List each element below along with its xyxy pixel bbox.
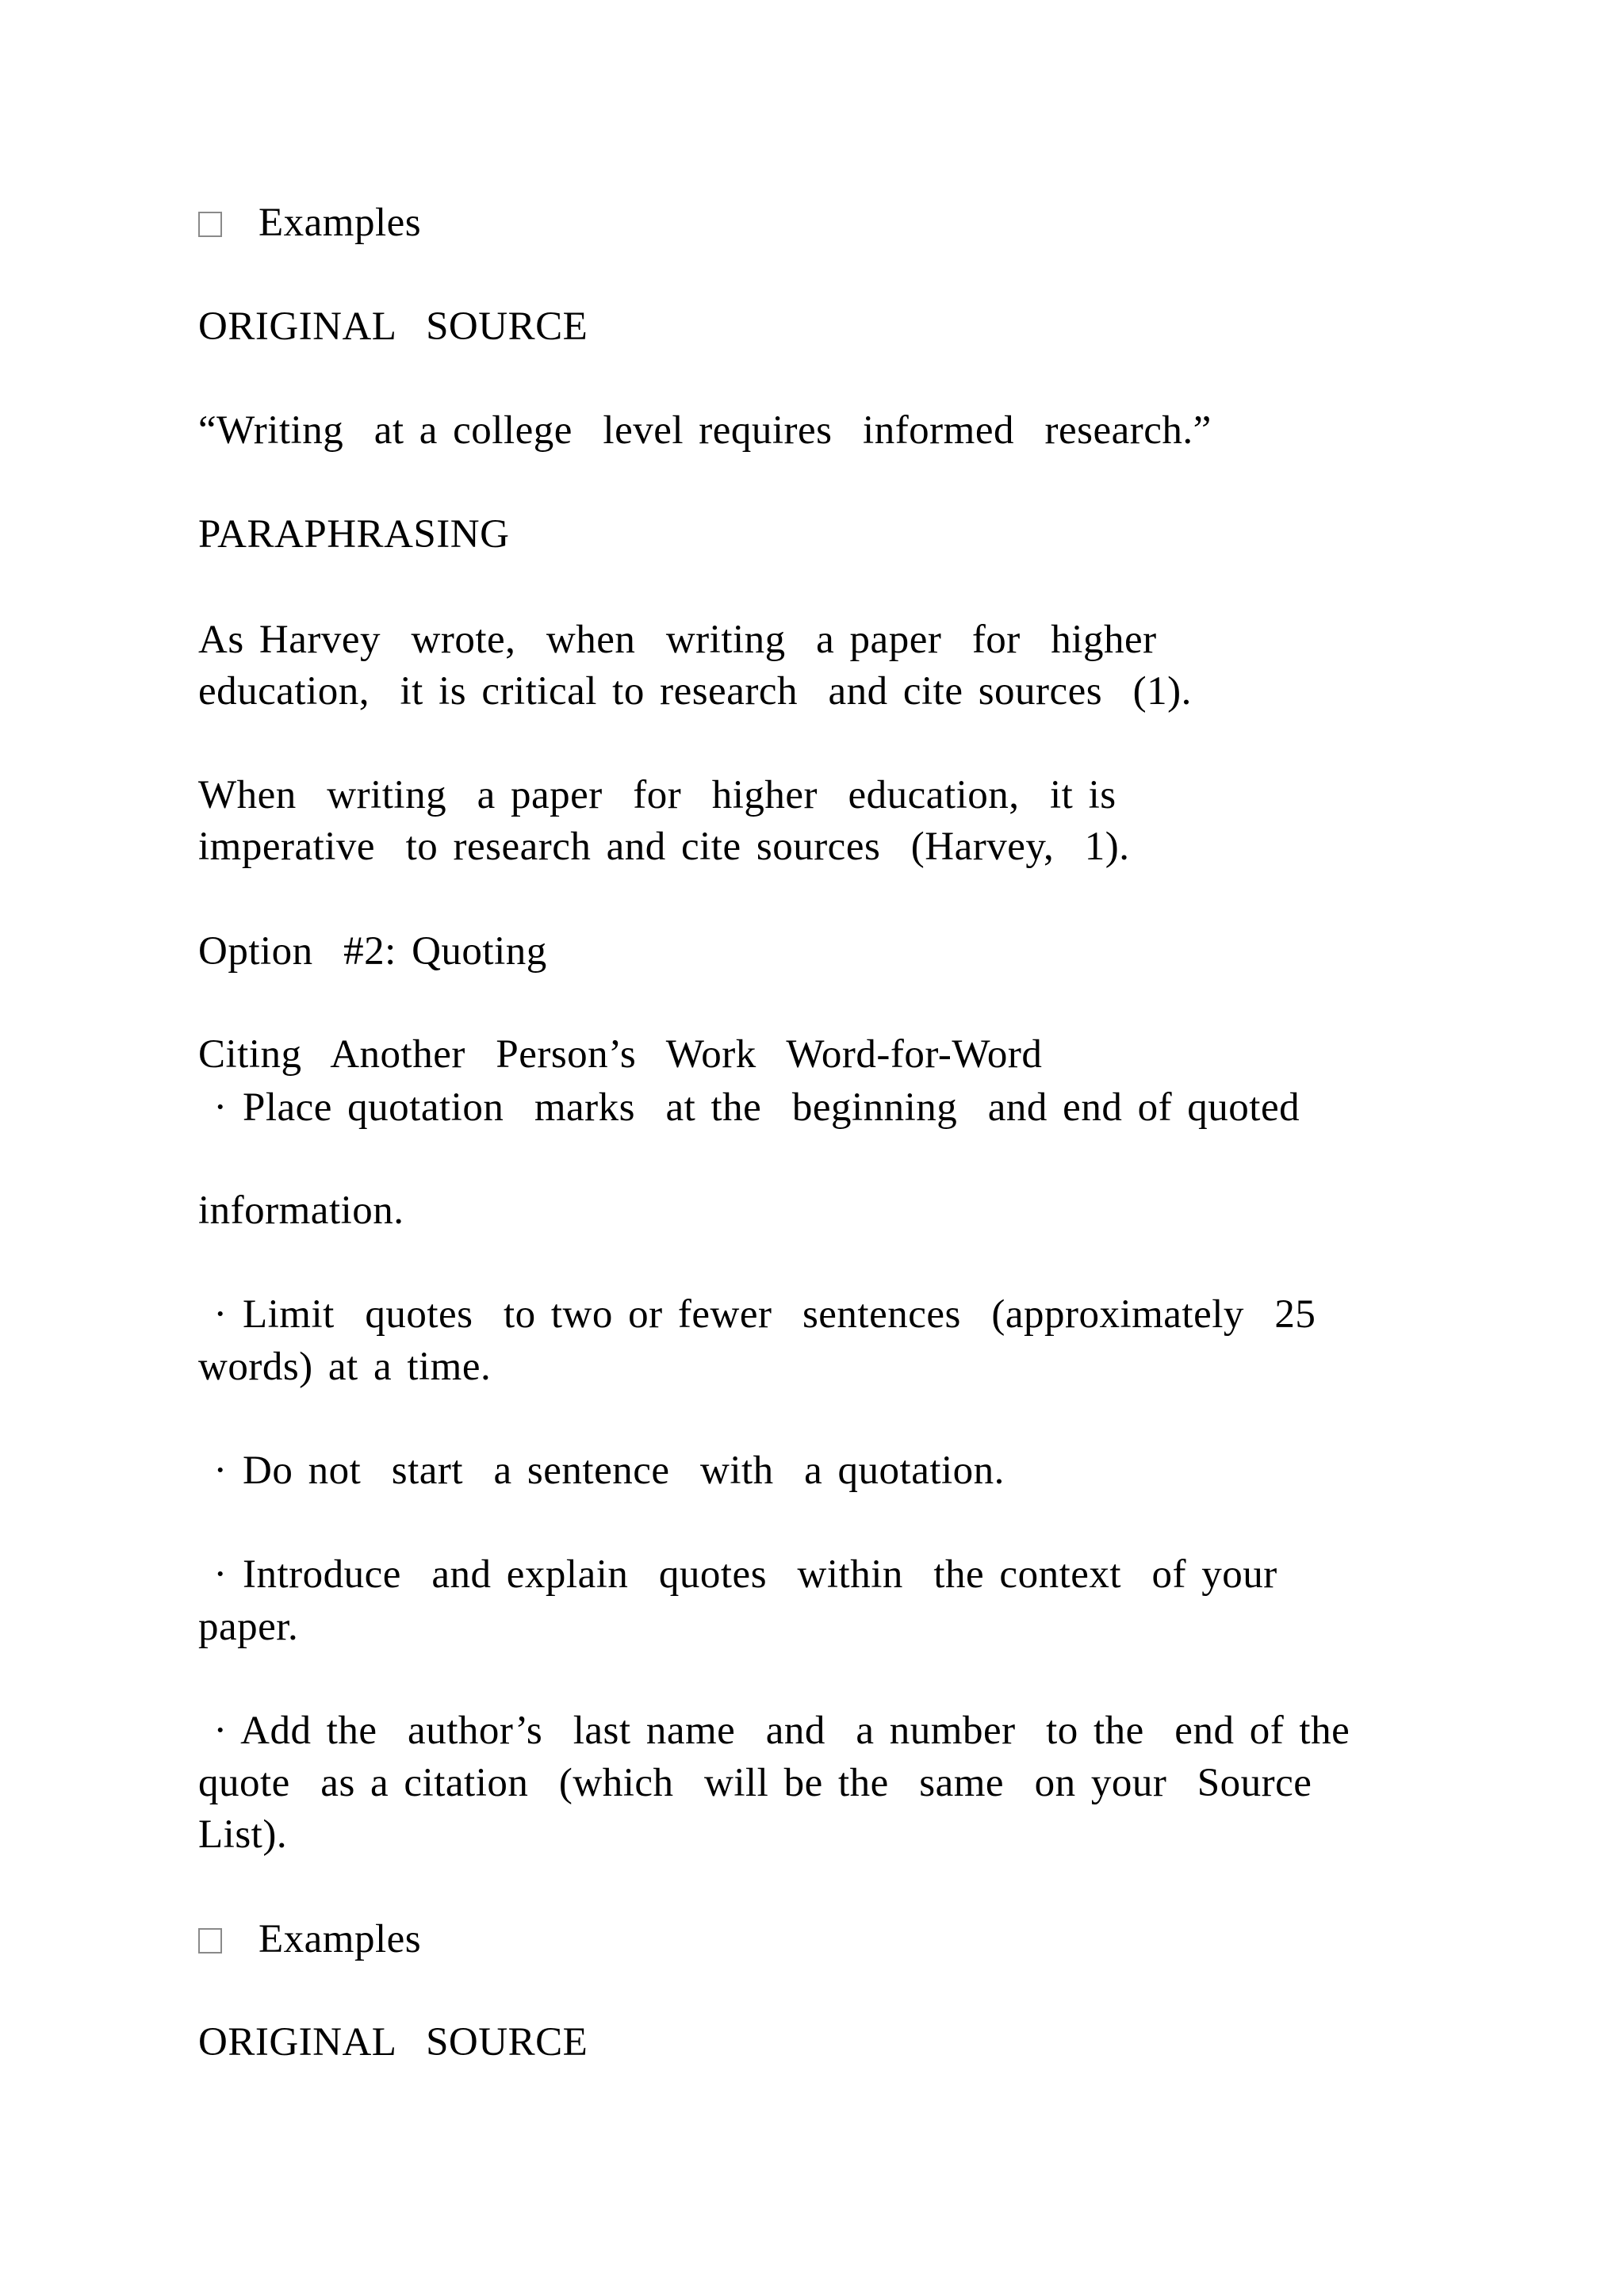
citing-heading: Citing Another Person’s Work Word-for-Word (198, 1032, 1043, 1077)
paraphrase-example-2-line-2: imperative to research and cite sources (Harvey, 1). (198, 825, 1130, 869)
bullet-quotation-marks: · Place quotation marks at the beginning and end of quoted (198, 1085, 1300, 1130)
paraphrase-example-1-line-1: As Harvey wrote, when writing a paper for higher (198, 618, 1157, 662)
bullet-add-author-continued-1: quote as a citation (which will be the same on your Source (198, 1761, 1312, 1805)
bullet-add-author: · Add the author’s last name and a number to the end of the (198, 1709, 1350, 1753)
bullet-limit-quotes: · Limit quotes to two or fewer sentences (approximately 25 (198, 1292, 1316, 1337)
paraphrase-example-1-line-2: education, it is critical to research and cite sources (1). (198, 669, 1192, 714)
paraphrasing-heading: PARAPHRASING (198, 512, 510, 557)
examples-label: Examples (259, 201, 422, 245)
bullet-add-author-continued-2: List). (198, 1812, 288, 1857)
original-source-heading: ORIGINAL SOURCE (198, 304, 588, 349)
original-source-heading-2: ORIGINAL SOURCE (198, 2020, 588, 2064)
bullet-introduce-explain-continued: paper. (198, 1605, 299, 1649)
bullet-limit-quotes-continued: words) at a time. (198, 1345, 492, 1389)
examples-heading (198, 197, 421, 249)
square-box-icon (198, 1928, 222, 1954)
bullet-introduce-explain: · Introduce and explain quotes within the context of your (198, 1552, 1277, 1597)
bullet-quotation-marks-continued: information. (198, 1188, 404, 1233)
original-quote: “Writing at a college level requires informed research.” (198, 408, 1212, 453)
square-box-icon (198, 212, 222, 237)
bullet-do-not-start: · Do not start a sentence with a quotation. (198, 1448, 1005, 1493)
paraphrase-example-2-line-1: When writing a paper for higher education, it is (198, 773, 1116, 817)
option-2-heading: Option #2: Quoting (198, 929, 547, 974)
examples-label-2: Examples (259, 1917, 422, 1961)
examples-heading-2 (198, 1913, 421, 1965)
